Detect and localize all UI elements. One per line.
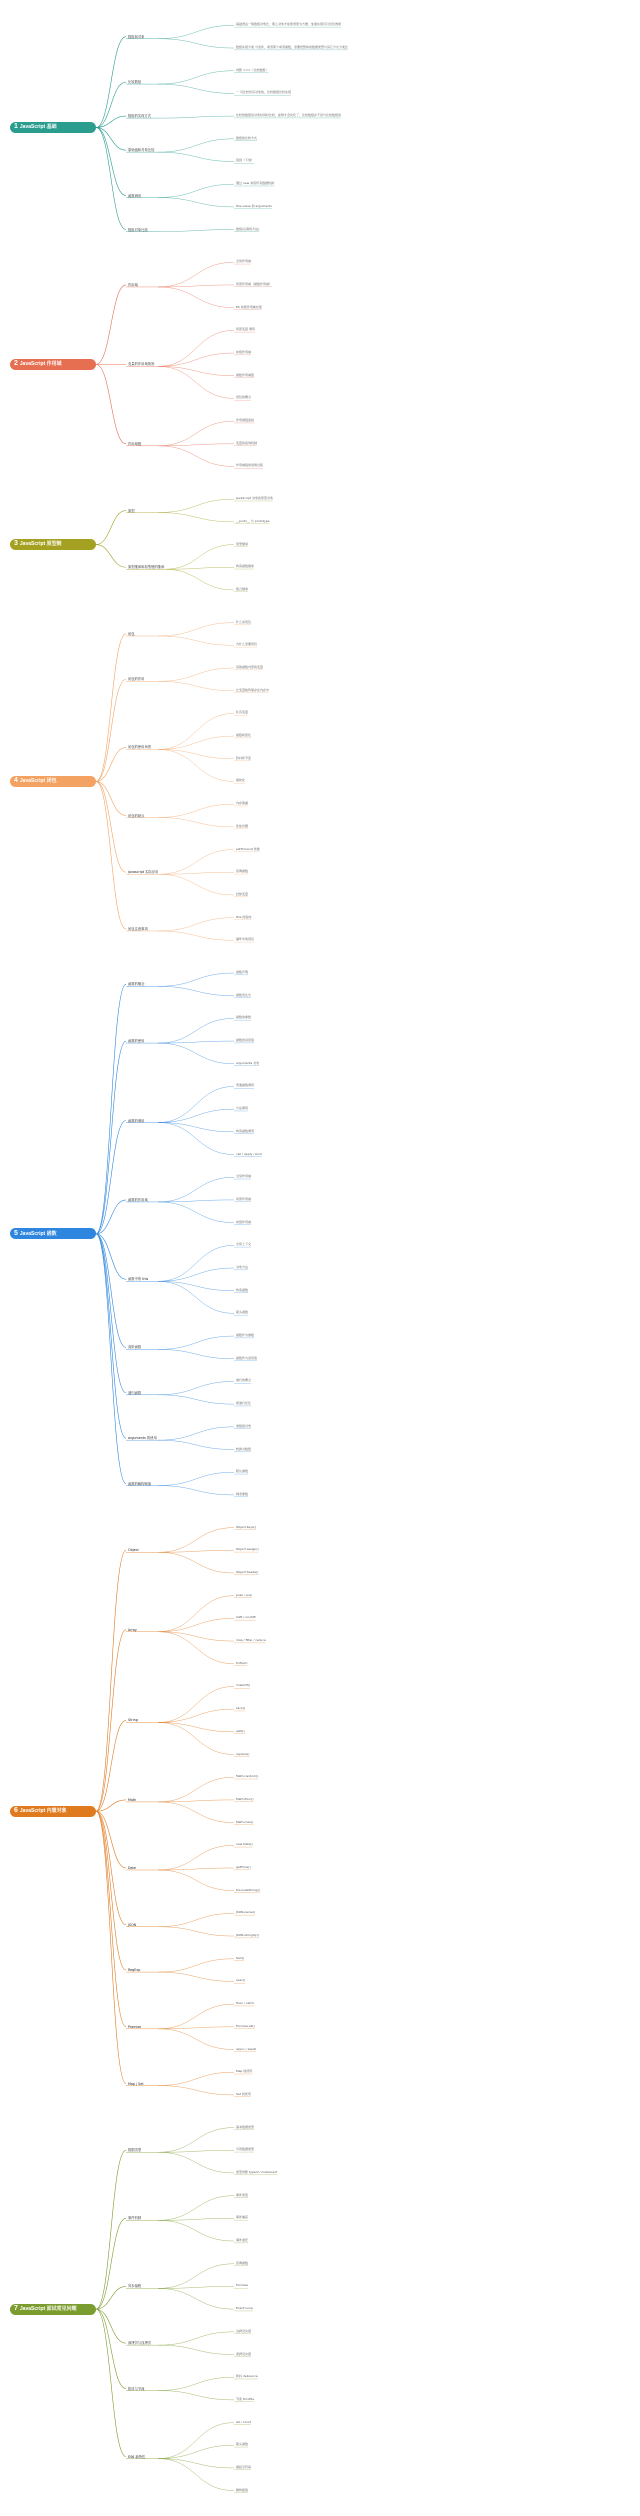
branch-line bbox=[96, 781, 126, 872]
branch-line bbox=[158, 713, 234, 749]
branch-line bbox=[158, 2029, 234, 2050]
branch-line bbox=[158, 1109, 234, 1122]
branch-line bbox=[96, 634, 126, 781]
leaf-node: Promise.all() bbox=[236, 2023, 255, 2028]
leaf-node: 事件冒泡 bbox=[236, 2192, 249, 2197]
branch-line bbox=[158, 230, 234, 232]
branch-line bbox=[158, 1245, 234, 1281]
branch-line bbox=[164, 569, 234, 590]
branch-node: String bbox=[128, 1718, 138, 1723]
branch-line bbox=[96, 127, 126, 195]
branch-node: 函数调用 bbox=[128, 193, 142, 198]
leaf-node: 为什么需要闭包 bbox=[236, 642, 258, 647]
branch-line bbox=[158, 1123, 234, 1132]
topic-node[interactable] bbox=[10, 1228, 96, 1239]
branch-line bbox=[96, 1200, 126, 1234]
branch-line bbox=[158, 623, 234, 636]
leaf-node: 函数作为返回值 bbox=[236, 1355, 258, 1360]
branch-line bbox=[158, 681, 234, 690]
leaf-node: 私有变量 bbox=[236, 710, 249, 715]
leaf-node: setTimeout 传参 bbox=[236, 846, 260, 851]
branch-line bbox=[158, 1486, 234, 1495]
branch-line bbox=[96, 1234, 126, 1347]
topic-label: JavaScript 原型链 bbox=[19, 541, 62, 548]
leaf-node: 块级作用域 bbox=[236, 350, 252, 355]
branch-line bbox=[158, 139, 234, 152]
branch-line bbox=[158, 1281, 234, 1290]
leaf-node: 循环中的闭包 bbox=[236, 937, 255, 942]
leaf-node: 通过 new 来将所有数据转换 bbox=[236, 181, 275, 186]
branch-line bbox=[158, 116, 234, 118]
leaf-node: 回调函数 bbox=[236, 2260, 249, 2265]
branch-node: 高阶函数 bbox=[128, 1345, 142, 1350]
branch-node: Promise bbox=[128, 2024, 142, 2029]
leaf-node: 比较的数组是对象时同时比较，能够才会优化了，比较数组并不是与比较数组的 bbox=[236, 113, 342, 118]
branch-line bbox=[96, 1811, 126, 2027]
topic-node[interactable] bbox=[10, 539, 96, 550]
leaf-node: exec() bbox=[236, 1978, 246, 1983]
branch-node: 防抖与节流 bbox=[128, 2386, 145, 2391]
branch-line bbox=[158, 2345, 234, 2354]
leaf-node: 回调函数 bbox=[236, 869, 249, 874]
branch-node: 原型继承和原型链的继承 bbox=[128, 565, 165, 570]
leaf-node: 箭头函数 bbox=[236, 2442, 249, 2447]
leaf-node: 箭头函数 bbox=[236, 1310, 249, 1315]
leaf-node: 深拷贝实现 bbox=[236, 2351, 252, 2356]
branch-line bbox=[158, 818, 234, 827]
leaf-node: call / apply / bind bbox=[236, 1151, 262, 1156]
leaf-node: push / pop bbox=[236, 1592, 252, 1597]
branch-line bbox=[158, 1777, 234, 1802]
leaf-node: new Date() bbox=[236, 1842, 253, 1847]
leaf-node: 一 可比较所有对象的，比较数组比较实现 bbox=[236, 90, 291, 95]
branch-line bbox=[158, 1802, 234, 1823]
branch-node: arguments 的使用 bbox=[128, 1436, 157, 1441]
branch-line bbox=[96, 781, 126, 928]
leaf-node: toLocaleString() bbox=[236, 1887, 260, 1892]
branch-line bbox=[158, 1086, 234, 1122]
branch-line bbox=[158, 184, 234, 197]
leaf-node: 对象方法 bbox=[236, 1265, 249, 1269]
branch-node: Map / Set bbox=[128, 2081, 144, 2086]
branch-line bbox=[96, 1234, 126, 1393]
branch-line bbox=[96, 1234, 126, 1484]
leaf-node: 数组实现方案 分条件，或者那个或者函数，需要把整体的数据类型与其它方式方案比 bbox=[236, 45, 348, 50]
branch-line bbox=[158, 2086, 234, 2095]
branch-line bbox=[158, 736, 234, 749]
leaf-node: Object.freeze() bbox=[236, 1569, 259, 1574]
leaf-node: 构造函数继承 bbox=[236, 564, 255, 569]
topic-node[interactable] bbox=[10, 359, 96, 370]
topic-label: JavaScript 基础 bbox=[19, 124, 57, 131]
branch-line bbox=[158, 2072, 234, 2085]
leaf-node: 判断 ===（比较数组） bbox=[236, 67, 269, 72]
leaf-node: this 的指向 bbox=[236, 914, 252, 919]
leaf-node: 全局作用域 bbox=[236, 1174, 252, 1179]
branch-line bbox=[158, 1632, 234, 1641]
topic-node[interactable] bbox=[10, 1806, 96, 1817]
leaf-node: 类型判断 typeof / instanceof bbox=[236, 2169, 278, 2174]
branch-line bbox=[158, 1618, 234, 1631]
branch-line bbox=[96, 1720, 126, 1811]
branch-line bbox=[96, 285, 126, 364]
branch-node: 数组和对象 bbox=[128, 34, 145, 39]
branch-node: 闭包的使用场景 bbox=[128, 745, 152, 750]
leaf-node: map / filter / reduce bbox=[236, 1638, 266, 1643]
branch-line bbox=[158, 1018, 234, 1043]
leaf-node: 防抖和节流 bbox=[236, 755, 252, 760]
branch-line bbox=[158, 1596, 234, 1632]
leaf-node: Promise bbox=[236, 2283, 248, 2288]
leaf-node: 数组(运算的方法) bbox=[236, 226, 260, 231]
branch-node: Object bbox=[128, 1548, 139, 1553]
branch-line bbox=[96, 1811, 126, 2083]
branch-line bbox=[158, 850, 234, 875]
topic-label: JavaScript 面试常见问题 bbox=[19, 2305, 77, 2312]
branch-line bbox=[96, 1630, 126, 1812]
branch-line bbox=[158, 918, 234, 931]
leaf-node: 函数声明 bbox=[236, 970, 249, 974]
branch-node: 事件机制 bbox=[128, 2216, 142, 2221]
branch-node: Array bbox=[128, 1627, 137, 1632]
topic-number: 6 bbox=[14, 1806, 18, 1814]
leaf-node: getTime() bbox=[236, 1864, 251, 1869]
topic-number: 4 bbox=[14, 777, 18, 785]
branch-line bbox=[158, 2423, 234, 2459]
branch-line bbox=[158, 198, 234, 207]
leaf-node: 浅拷贝实现 bbox=[236, 2328, 252, 2333]
branch-line bbox=[158, 749, 234, 758]
branch-line bbox=[158, 1709, 234, 1722]
branch-line bbox=[158, 2391, 234, 2400]
branch-node: 闭包 bbox=[128, 631, 135, 636]
branch-line bbox=[96, 2309, 126, 2456]
branch-line bbox=[96, 2309, 126, 2388]
branch-line bbox=[158, 499, 234, 512]
leaf-node: this.value 和 arguments bbox=[236, 203, 272, 208]
leaf-node: __proto__ 与 prototype bbox=[236, 518, 270, 523]
branch-line bbox=[158, 1349, 234, 1358]
branch-node: 数组的实现方式 bbox=[128, 114, 152, 119]
branch-node: javascript 实际应用 bbox=[128, 870, 159, 875]
branch-line bbox=[96, 37, 126, 128]
leaf-node: forEach bbox=[236, 1660, 248, 1665]
leaf-node: 类数组对象 bbox=[236, 1423, 252, 1428]
branch-node: 作用域 bbox=[128, 282, 138, 287]
branch-line bbox=[158, 2128, 234, 2153]
leaf-node: 防抖 debounce bbox=[236, 2374, 258, 2379]
branch-line bbox=[158, 1686, 234, 1722]
leaf-node: Object.assign() bbox=[236, 1547, 259, 1552]
branch-line bbox=[96, 1550, 126, 1811]
leaf-node: 数组的比较方式 bbox=[236, 135, 258, 140]
leaf-node: shift / unshift bbox=[236, 1615, 256, 1620]
branch-line bbox=[158, 1177, 234, 1202]
branch-line bbox=[158, 2377, 234, 2390]
branch-node: 函数的概念 bbox=[128, 982, 145, 987]
topic-number: 7 bbox=[14, 2304, 18, 2312]
leaf-node: 组合继承 bbox=[236, 586, 249, 591]
branch-line bbox=[96, 545, 126, 568]
branch-node: 函数的使用 bbox=[128, 1039, 145, 1044]
branch-line bbox=[158, 446, 234, 467]
branch-line bbox=[158, 1268, 234, 1281]
leaf-node: ES 块级作用域实现 bbox=[236, 304, 262, 309]
branch-node: Date bbox=[128, 1865, 136, 1870]
topic-label: JavaScript 闭包 bbox=[19, 778, 57, 785]
branch-node: 递归函数 bbox=[128, 1390, 142, 1395]
branch-line bbox=[158, 1440, 234, 1449]
leaf-node: 函数表达式 bbox=[236, 992, 252, 997]
leaf-node: 构造函数 bbox=[236, 1287, 249, 1292]
topic-label: JavaScript 函数 bbox=[19, 1230, 57, 1237]
branch-line bbox=[158, 71, 234, 84]
leaf-node: 直到（下划） bbox=[236, 158, 255, 163]
branch-line bbox=[158, 668, 234, 681]
branch-line bbox=[158, 330, 234, 366]
branch-line bbox=[158, 1043, 234, 1064]
leaf-node: 闭包的概念 bbox=[236, 395, 252, 400]
branch-node: JSON bbox=[128, 1922, 137, 1927]
topic-number: 2 bbox=[14, 359, 18, 367]
leaf-node: 让变量始终保存在内存中 bbox=[236, 687, 270, 692]
branch-line bbox=[158, 973, 234, 986]
leaf-node: 模板字符串 bbox=[236, 2464, 252, 2469]
leaf-node: 基础语法一般数组对象比，那么对象才能使得更为方便，加速实现可以优化效果 bbox=[236, 22, 342, 27]
branch-line bbox=[158, 366, 234, 375]
branch-line bbox=[158, 874, 234, 895]
leaf-node: 封装变量 bbox=[236, 891, 249, 896]
leaf-node: 方法调用 bbox=[236, 1106, 249, 1111]
leaf-node: test() bbox=[236, 1955, 245, 1960]
leaf-node: 函数的参数 bbox=[236, 1015, 252, 1020]
branch-node: 原型 bbox=[128, 508, 135, 513]
leaf-node: let / const bbox=[236, 2419, 251, 2424]
leaf-node: 函数的返回值 bbox=[236, 1038, 255, 1043]
leaf-node: 转换为数组 bbox=[236, 1446, 252, 1451]
branch-line bbox=[158, 1395, 234, 1404]
leaf-node: Math.max() bbox=[236, 1819, 254, 1824]
leaf-node: Event Loop bbox=[236, 2306, 253, 2311]
topic-label: JavaScript 作用域 bbox=[19, 361, 62, 368]
branch-line bbox=[158, 353, 234, 366]
leaf-node: Map 的使用 bbox=[236, 2069, 253, 2074]
topic-node[interactable] bbox=[10, 122, 96, 133]
leaf-node: 块级作用域 bbox=[236, 1219, 252, 1224]
leaf-node: Object.keys() bbox=[236, 1524, 256, 1529]
leaf-node: 引用数据类型 bbox=[236, 2147, 255, 2152]
branch-node: 函数中的 this bbox=[128, 1277, 149, 1282]
leaf-node: 节流 throttle bbox=[236, 2396, 255, 2401]
branch-node: ES6 新特性 bbox=[128, 2454, 146, 2459]
topic-number: 5 bbox=[14, 1229, 18, 1237]
branch-line bbox=[158, 25, 234, 38]
leaf-node: split() bbox=[236, 1728, 245, 1733]
branch-line bbox=[158, 2152, 234, 2173]
branch-line bbox=[96, 127, 126, 229]
branch-line bbox=[158, 421, 234, 446]
branch-line bbox=[158, 1381, 234, 1394]
branch-line bbox=[158, 2459, 234, 2468]
branch-line bbox=[158, 513, 234, 522]
leaf-node: 模块化 bbox=[236, 778, 246, 783]
leaf-node: 局部作用域（函数作用域） bbox=[236, 281, 273, 286]
branch-line bbox=[158, 1202, 234, 1223]
branch-line bbox=[96, 679, 126, 781]
leaf-node: 性能问题 bbox=[236, 823, 249, 828]
topic-node[interactable] bbox=[10, 776, 96, 787]
branch-line bbox=[96, 82, 126, 127]
leaf-node: replace() bbox=[236, 1751, 250, 1756]
leaf-node: 局部作用域 bbox=[236, 1196, 252, 1201]
branch-line bbox=[96, 1234, 126, 1438]
branch-node: 闭包注意事项 bbox=[128, 926, 148, 931]
branch-line bbox=[158, 2332, 234, 2345]
leaf-node: 变量的查询机制 bbox=[236, 440, 258, 445]
topic-number: 1 bbox=[14, 123, 18, 131]
branch-line bbox=[158, 39, 234, 48]
leaf-node: 剩余参数 bbox=[236, 1491, 249, 1496]
branch-line bbox=[158, 1959, 234, 1972]
branch-node: 数组对象比较 bbox=[128, 227, 148, 232]
leaf-node: 函数柯里化 bbox=[236, 733, 252, 738]
branch-line bbox=[158, 1722, 234, 1731]
leaf-node: 全局上下文 bbox=[236, 1242, 252, 1247]
branch-line bbox=[158, 986, 234, 995]
leaf-node: 局部变量 调用 bbox=[236, 327, 255, 332]
branch-line bbox=[158, 262, 234, 287]
branch-line bbox=[158, 636, 234, 645]
leaf-node: 事件委托 bbox=[236, 2238, 249, 2243]
branch-line bbox=[158, 931, 234, 940]
branch-line bbox=[158, 804, 234, 817]
topic-number: 3 bbox=[14, 540, 18, 548]
branch-line bbox=[96, 1041, 126, 1234]
branch-line bbox=[96, 511, 126, 545]
branch-line bbox=[96, 364, 126, 443]
branch-line bbox=[158, 1427, 234, 1440]
branch-line bbox=[158, 1913, 234, 1926]
leaf-node: 函数作为参数 bbox=[236, 1333, 255, 1338]
branch-line bbox=[158, 2264, 234, 2289]
branch-line bbox=[158, 1870, 234, 1891]
leaf-node: indexOf() bbox=[236, 1683, 250, 1688]
leaf-node: 作用域链的创建过程 bbox=[236, 463, 264, 468]
branch-line bbox=[158, 1972, 234, 1981]
leaf-node: JSON.stringify() bbox=[236, 1933, 259, 1938]
branch-node: 闭包的作用 bbox=[128, 677, 145, 682]
leaf-node: 内存泄漏 bbox=[236, 801, 249, 806]
branch-line bbox=[158, 287, 234, 308]
branch-line bbox=[158, 84, 234, 93]
branch-node: Math bbox=[128, 1797, 137, 1802]
branch-node: 变量的作用域规则 bbox=[128, 362, 155, 367]
branch-line bbox=[158, 1528, 234, 1553]
branch-line bbox=[96, 1811, 126, 1924]
leaf-node: 基本数据类型 bbox=[236, 2124, 255, 2129]
leaf-node: 函数作用域链 bbox=[236, 372, 255, 377]
branch-line bbox=[158, 2196, 234, 2221]
leaf-node: 解构赋值 bbox=[236, 2487, 249, 2492]
leaf-node: 递归的概念 bbox=[236, 1378, 252, 1383]
leaf-node: Math.floor() bbox=[236, 1796, 254, 1801]
leaf-node: 什么是闭包 bbox=[236, 619, 252, 624]
branch-line bbox=[158, 1845, 234, 1870]
leaf-node: 原型继承 bbox=[236, 541, 249, 546]
leaf-node: 读取函数内部的变量 bbox=[236, 665, 264, 670]
branch-line bbox=[158, 2220, 234, 2241]
leaf-node: slice() bbox=[236, 1706, 246, 1711]
branch-node: 数据类型 bbox=[128, 2148, 142, 2153]
branch-node: RegExp bbox=[128, 1968, 141, 1973]
branch-node: 原始值和对象比较 bbox=[128, 148, 155, 153]
branch-line bbox=[96, 2150, 126, 2309]
branch-line bbox=[158, 2445, 234, 2458]
leaf-node: 普通函数调用 bbox=[236, 1083, 255, 1088]
leaf-node: 全局作用域 bbox=[236, 259, 252, 264]
branch-node: 函数的调用 bbox=[128, 1118, 145, 1123]
leaf-node: 作用域链查找 bbox=[236, 418, 255, 423]
topic-label: JavaScript 内置对象 bbox=[19, 1808, 67, 1815]
branch-line bbox=[96, 984, 126, 1234]
branch-node: 函数的解构赋值 bbox=[128, 1481, 152, 1486]
branch-node: 函数的作用域 bbox=[128, 1197, 148, 1202]
branch-line bbox=[158, 1927, 234, 1936]
branch-line bbox=[164, 545, 234, 570]
leaf-node: 尾递归优化 bbox=[236, 1401, 252, 1406]
branch-line bbox=[158, 152, 234, 161]
leaf-node: then / catch bbox=[236, 2001, 254, 2006]
branch-node: 作用域链 bbox=[128, 441, 142, 446]
branch-line bbox=[158, 1552, 234, 1573]
leaf-node: Math.random() bbox=[236, 1774, 259, 1779]
leaf-node: JSON.parse() bbox=[236, 1910, 256, 1915]
branch-line bbox=[158, 2288, 234, 2309]
branch-node: 异步编程 bbox=[128, 2284, 142, 2289]
branch-node: 比较数组 bbox=[128, 80, 142, 85]
branch-line bbox=[158, 2004, 234, 2029]
leaf-node: arguments 对象 bbox=[236, 1060, 260, 1065]
branch-line bbox=[158, 1472, 234, 1485]
leaf-node: 事件捕获 bbox=[236, 2215, 249, 2220]
leaf-node: async / await bbox=[236, 2046, 256, 2051]
leaf-node: JavaScript 对象的原型对象 bbox=[236, 496, 273, 501]
topic-node[interactable] bbox=[10, 2304, 96, 2315]
branch-node: 深拷贝与浅拷贝 bbox=[128, 2341, 152, 2346]
leaf-node: 构造函数调用 bbox=[236, 1128, 255, 1133]
leaf-node: Set 的使用 bbox=[236, 2091, 251, 2096]
leaf-node: 默认参数 bbox=[236, 1469, 249, 1474]
branch-line bbox=[158, 1336, 234, 1349]
branch-node: 闭包的缺点 bbox=[128, 813, 145, 818]
